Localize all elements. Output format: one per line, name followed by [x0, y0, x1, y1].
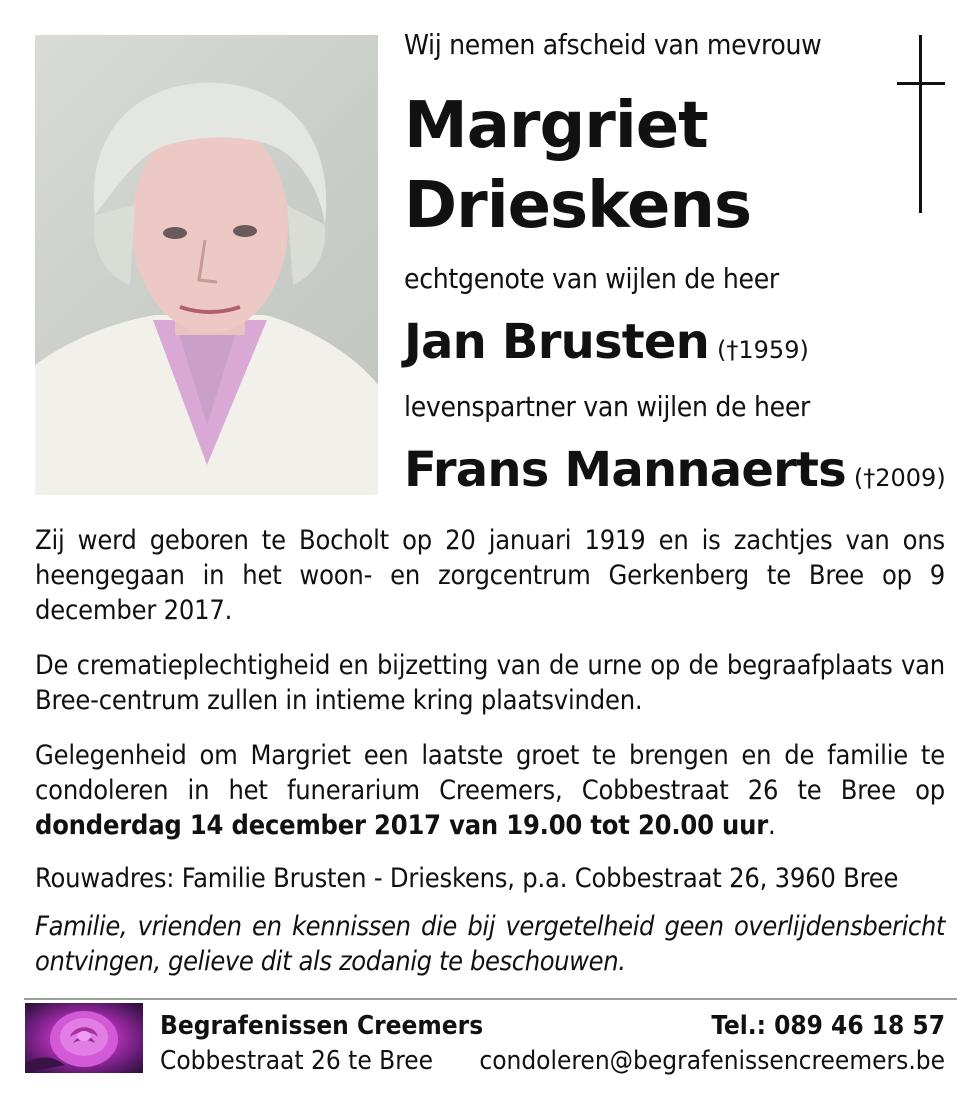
birth-death-paragraph: Zij werd geboren te Bocholt op 20 januari 1919 en is zachtjes van ons heengegaan in het woon- en zorgcentrum Gerkenberg te Bree op 9 december 2017. — [35, 525, 945, 626]
notice-note: Familie, vrienden en kennissen die bij vergetelheid geen overlijdensbericht ontvingen, gelieve dit als zodanig te beschouwen. — [35, 911, 945, 977]
ceremony-paragraph: De crematieplechtigheid en bijzetting van de urne op de begraafplaats van Bree-centrum zullen in intieme kring plaatsvinden. — [35, 650, 945, 716]
deceased-first-name: Margriet — [404, 89, 708, 163]
portrait-photo — [35, 35, 378, 495]
cross-icon — [897, 35, 945, 213]
funeral-home-name: Begrafenissen Creemers — [160, 1011, 484, 1041]
spouse — [404, 314, 809, 370]
visitation-paragraph — [35, 738, 945, 843]
portrait-illustration — [35, 35, 378, 495]
funeral-home-phone: Tel.: 089 46 18 57 — [711, 1011, 945, 1041]
mourning-address: Rouwadres: Familie Brusten - Drieskens, p.a. Cobbestraat 26, 3960 Bree — [35, 863, 899, 894]
intro-text: Wij nemen afscheid van mevrouw — [404, 28, 822, 61]
visitation-end: . — [768, 810, 776, 841]
visitation-text: Gelegenheid om Margriet een laatste groet te brengen en de familie te condoleren in het funerarium Creemers, Cobbestraat 26 te Bree op — [35, 740, 945, 806]
footer-divider — [24, 998, 957, 1000]
rose-logo — [25, 1003, 143, 1073]
spouse-dates: (†1959) — [717, 336, 809, 364]
relation-partner: levenspartner van wijlen de heer — [404, 390, 811, 423]
life-partner-dates: (†2009) — [853, 464, 946, 492]
relation-spouse: echtgenote van wijlen de heer — [404, 262, 779, 295]
deceased-name — [404, 86, 751, 246]
rose-icon — [25, 1003, 143, 1073]
funeral-home-email: condoleren@begrafenissencreemers.be — [479, 1046, 945, 1076]
visitation-datetime: donderdag 14 december 2017 van 19.00 tot 20.00 uur — [35, 810, 769, 841]
life-partner-name: Frans Mannaerts — [404, 442, 846, 498]
spouse-name: Jan Brusten — [404, 314, 710, 370]
funeral-home-address: Cobbestraat 26 te Bree — [160, 1046, 434, 1076]
deceased-last-name: Drieskens — [404, 169, 752, 243]
life-partner — [404, 442, 946, 498]
